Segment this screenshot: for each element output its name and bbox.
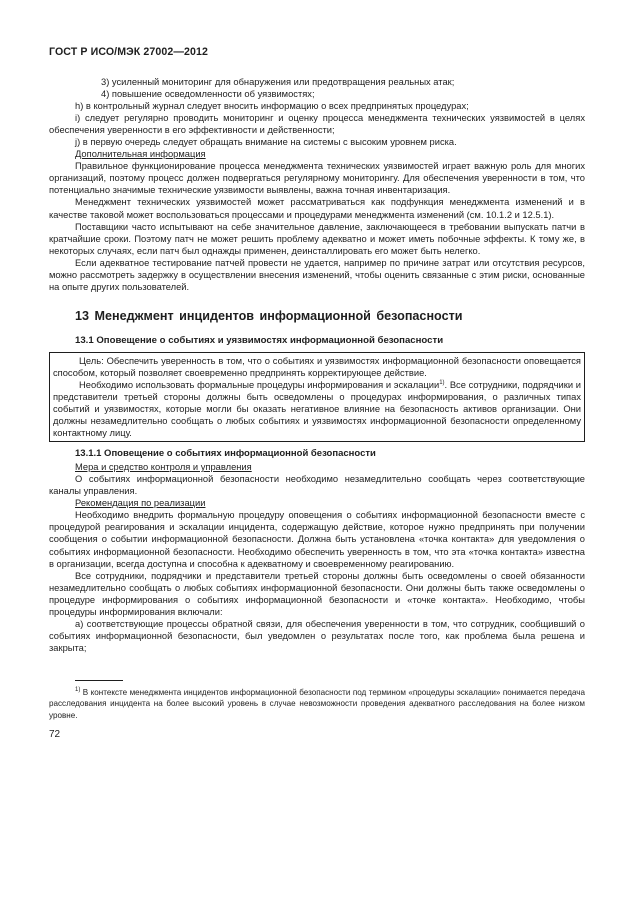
- page-number: 72: [49, 729, 61, 741]
- section-13-title: 13 Менеджмент инцидентов информационной безопасности: [75, 308, 463, 323]
- list-item-3: 3) усиленный мониторинг для обнаружения или предотвращения реальных атак;: [101, 77, 455, 87]
- measure-heading: Мера и средство контроля и управления: [75, 462, 252, 473]
- extra-info-heading: Дополнительная информация: [75, 149, 206, 160]
- extra-paragraph-4: Если адекватное тестирование патчей провести не удается, например по причине затрат или отсутствия ресурсов, можно рассмотреть задержку в осуществлении внесения изменений, чтобы оценить связанные с этим риски, основанные на опыте других пользователей.: [49, 257, 585, 292]
- document-header: ГОСТ Р ИСО/МЭК 27002—2012: [49, 46, 208, 58]
- objective-box: [49, 352, 585, 442]
- measure-text: О событиях информационной безопасности необходимо незамедлительно сообщать через соответствующие каналы управления.: [49, 474, 585, 497]
- extra-paragraph-3: Поставщики часто испытывают на себе значительное давление, заключающееся в требовании выпускать патчи в кратчайшие сроки. Поэтому патч не может решить проблему адекватно и может иметь побочные эффекты. К тому же, в некоторых случаях, если патч был однажды применен, деинсталлировать его может быть нелегко.: [49, 221, 585, 256]
- list-item-a: а) соответствующие процессы обратной связи, для обеспечения уверенности в том, что сотрудник, сообщивший о событиях информационной безопасности, был уведомлен о результатах после того, как проблема была решена и закрыта;: [49, 618, 585, 653]
- section-13-1-title: 13.1 Оповещение о событиях и уязвимостях информационной безопасности: [75, 334, 444, 346]
- extra-paragraph-1: Правильное функционирование процесса менеджмента технических уязвимостей играет важную роль для многих организаций, поэтому процесс должен подвергаться регулярному мониторингу. Для обеспечения уверенности в том, что потенциально значимые технические уязвимости выявлены, важна точная инвентаризация.: [49, 161, 585, 196]
- objective-procedures-text-a: Необходимо использовать формальные процедуры информирования и эскалации: [79, 379, 440, 390]
- footnote-text: [49, 687, 585, 721]
- objective-procedures-text-b: . Все сотрудники, подрядчики и представители третьей стороны должны быть осведомлены о процедурах информирования, о различных типах событий и уязвимостях, которые могли бы оказать негативное влияние на безопасность активов организации. Они должны незамедлительно сообщать о любых событиях и уязвимостях информационной безопасности определенному контактному лицу.: [53, 379, 581, 439]
- extra-paragraph-2: Менеджмент технических уязвимостей может рассматриваться как подфункция менеджмента изменений и в качестве таковой может воспользоваться процессами и процедурами менеджмента изменений (см. 10.1.2 и 12.5.1).: [49, 197, 585, 220]
- objective-procedures: [53, 379, 581, 439]
- document-page: [49, 46, 585, 740]
- footnote-divider: [75, 680, 123, 681]
- section-13-1-1-title: 13.1.1 Оповещение о событиях информационной безопасности: [75, 448, 376, 460]
- list-item-h: h) в контрольный журнал следует вносить информацию о всех предпринятых процедурах;: [75, 101, 469, 112]
- list-item-4: 4) повышение осведомленности об уязвимостях;: [101, 89, 315, 100]
- footnote-mark: 1): [75, 686, 81, 693]
- list-item-j: j) в первую очередь следует обращать внимание на системы с высоким уровнем риска.: [75, 137, 457, 148]
- recommendation-paragraph-2: Все сотрудники, подрядчики и представители третьей стороны должны быть осведомлены о своей обязанности незамедлительно сообщать о любых событиях информационной безопасности. Они должны быть также осведомлены о процедуре информирования о событиях информационной безопасности и «точке контакта». Необходимо, чтобы процедуры информирования включали:: [49, 570, 585, 617]
- footnote-body: В контексте менеджмента инцидентов информационной безопасности под термином «процедуры эскалации» понимается передача расследования инцидента на более высокий уровень в случае невозможности проведения адекватного расследования на более низком уровне.: [49, 687, 585, 720]
- objective-goal: Цель: Обеспечить уверенность в том, что о событиях и уязвимостях информационной безопасности оповещается способом, который позволяет своевременно предпринять корректирующее действие.: [53, 355, 581, 378]
- footnote-ref: 1): [439, 379, 445, 386]
- recommendation-paragraph-1: Необходимо внедрить формальную процедуру оповещения о событиях информационной безопасности вместе с процедурой реагирования и эскалации инцидента, содержащую действие, которое нужно предпринять при получении сообщения о событии информационной безопасности. Должна быть установлена «точка контакта» для уведомления о событиях информационной безопасности. Необходимо обеспечить уверенность в том, что эта «точка контакта» известна в организации, всегда доступна и способна к адекватному и своевременному реагированию.: [49, 510, 585, 569]
- recommendation-heading: Рекомендация по реализации: [75, 498, 206, 509]
- list-item-i: i) следует регулярно проводить мониторинг и оценку процесса менеджмента технических уязвимостей в целях обеспечения уверенности в его эффективности и действенности;: [49, 113, 585, 136]
- footnote: [49, 687, 585, 721]
